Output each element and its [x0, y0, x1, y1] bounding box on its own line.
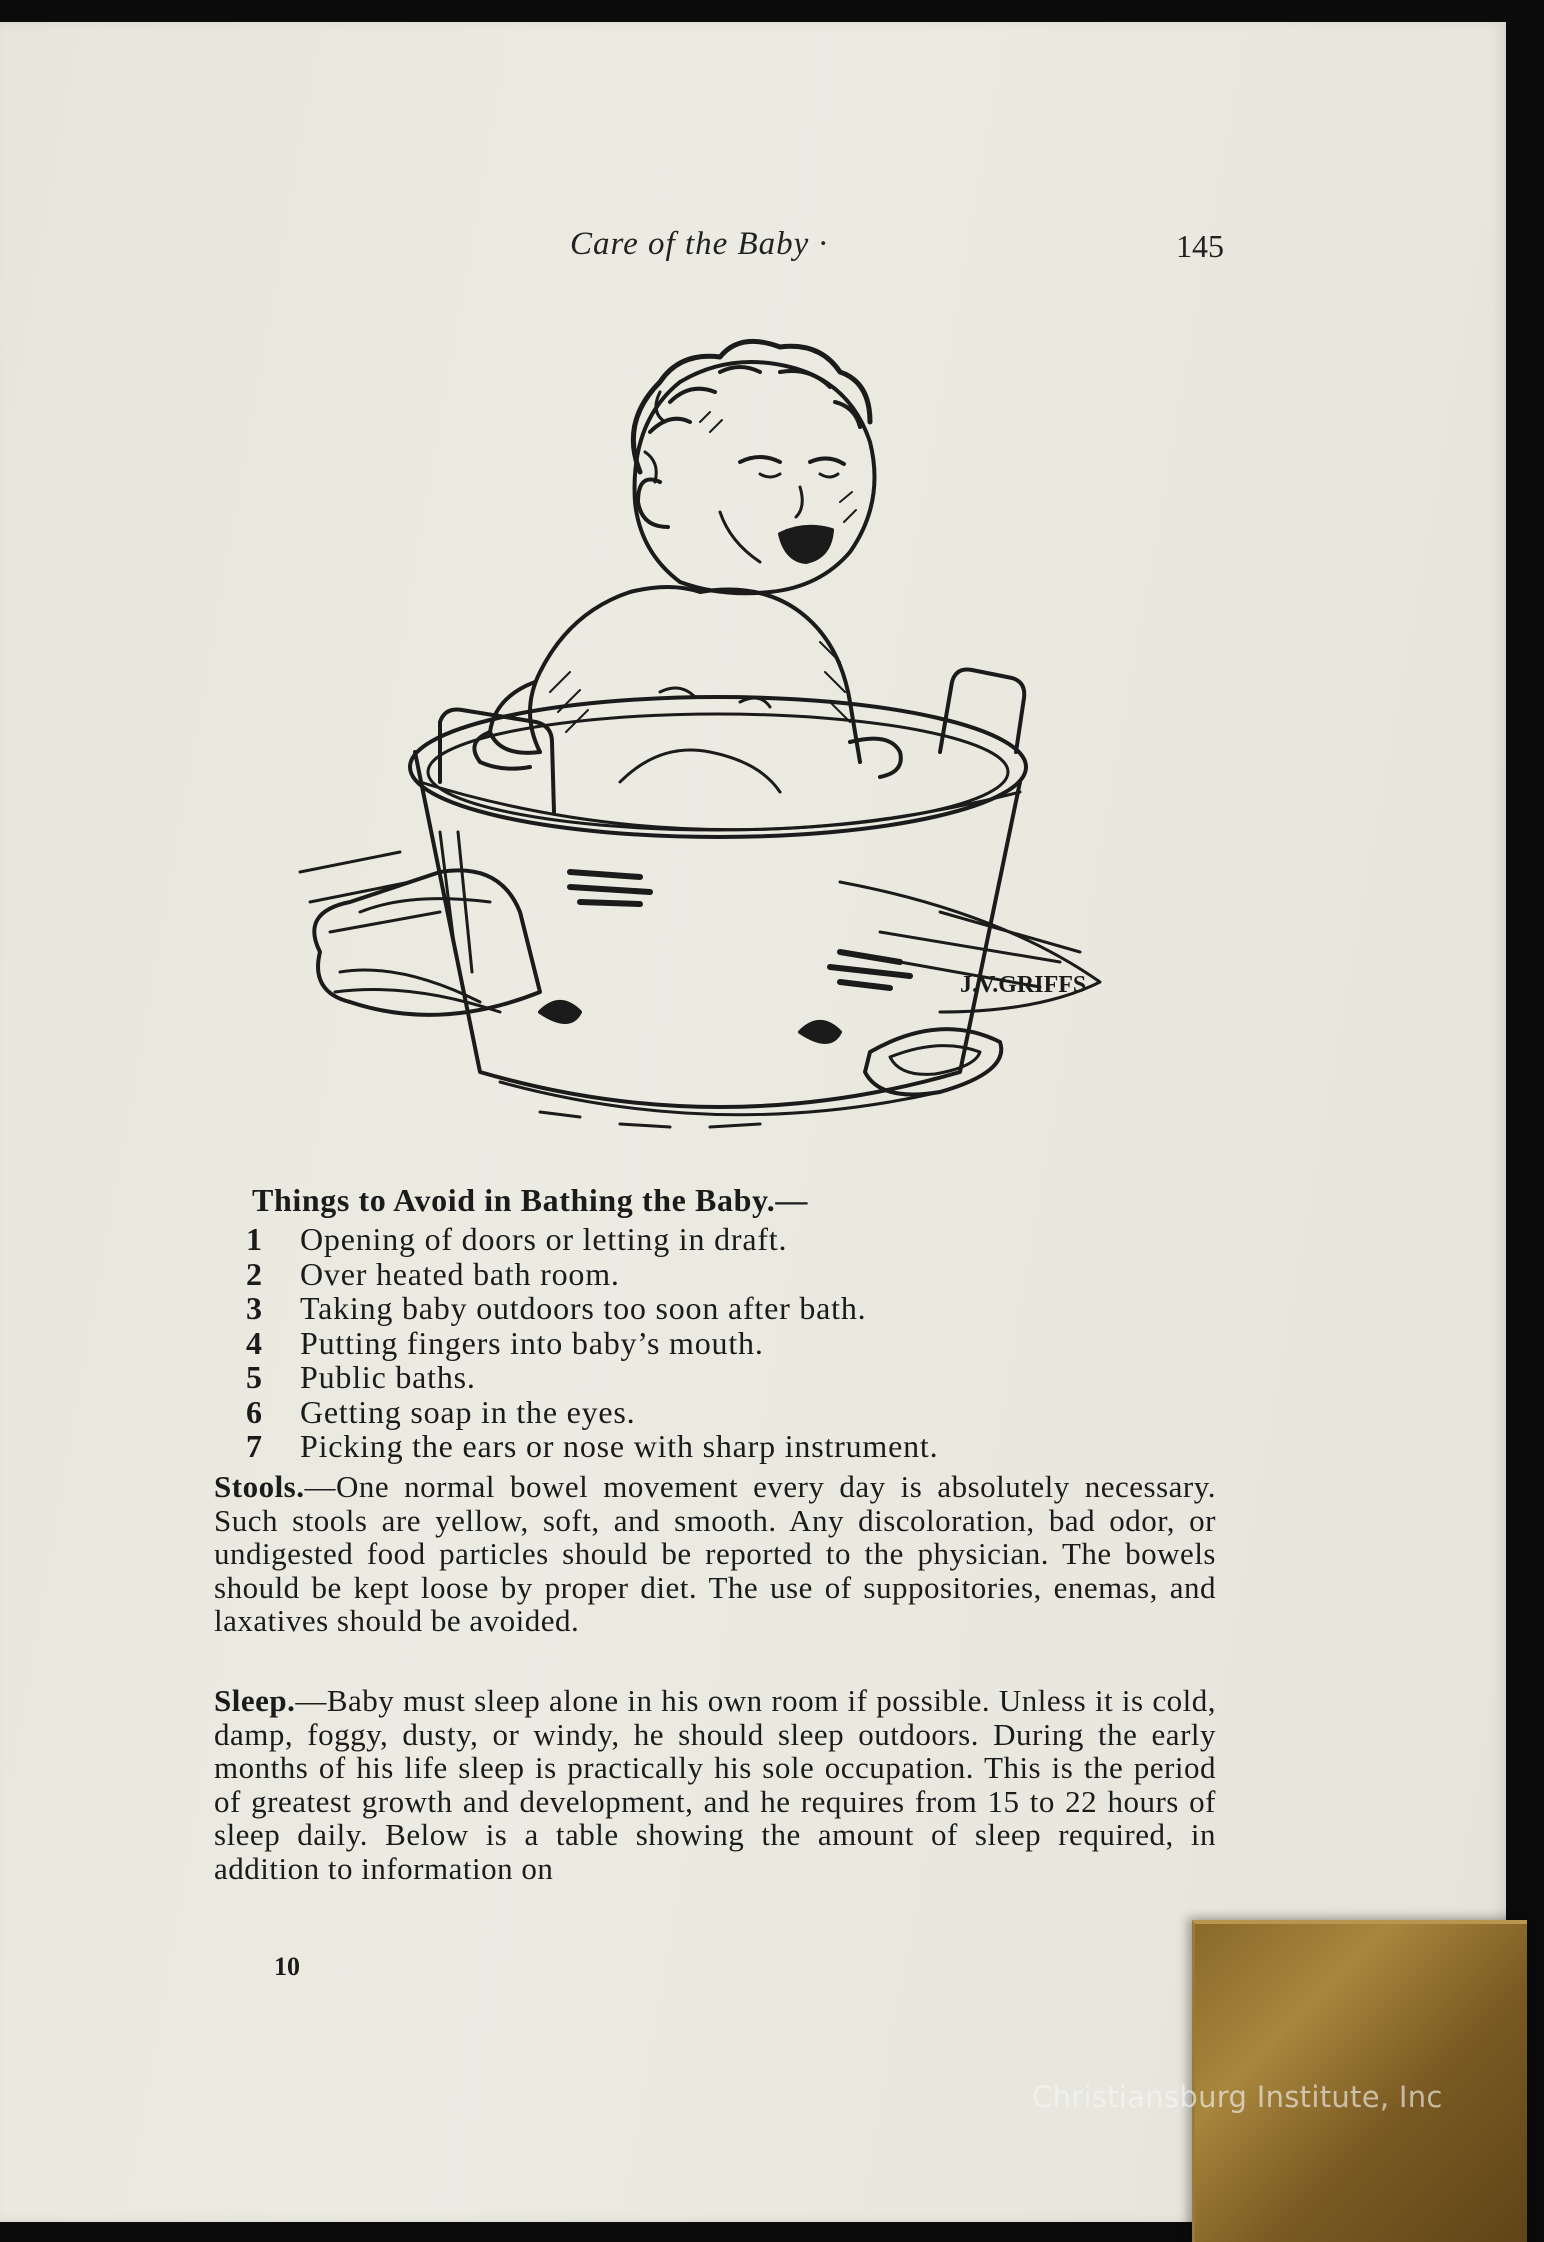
list-item-text: Public baths.	[300, 1359, 476, 1395]
list-item-text: Over heated bath room.	[300, 1255, 620, 1292]
stools-paragraph	[214, 1470, 1216, 1638]
sleep-lead: Sleep.	[214, 1683, 296, 1718]
list-item-number: 3	[246, 1290, 263, 1326]
book-page	[0, 22, 1506, 2222]
section-heading: Things to Avoid in Bathing the Baby.—	[252, 1182, 808, 1218]
list-item-number: 4	[246, 1324, 263, 1361]
list-item-text: Picking the ears or nose with sharp instrument.	[300, 1428, 939, 1464]
sleep-paragraph	[214, 1684, 1216, 1886]
list-item-text: Opening of doors or letting in draft.	[300, 1221, 788, 1257]
list-item-text: Taking baby outdoors too soon after bath.	[300, 1290, 867, 1326]
list-item	[246, 1291, 938, 1326]
list-item-text: Getting soap in the eyes.	[300, 1393, 636, 1430]
page-number: 145	[1176, 228, 1224, 264]
sleep-text: —Baby must sleep alone in his own room if possible. Unless it is cold, damp, foggy, dusty, or windy, he should sleep outdoors. During the early months of his life sleep is practically his sole occupation. This is the period of greatest growth and development, and he requires from 15 to 22 hours of sleep daily. Below is a table showing the amount of sleep required, in addition to information on	[214, 1683, 1216, 1886]
stools-lead: Stools.	[214, 1469, 305, 1504]
signature-mark: 10	[274, 1952, 300, 1981]
stools-text: —One normal bowel movement every day is absolutely necessary. Such stools are yellow, soft, and smooth. Any discoloration, bad odor, or undigested food particles should be reported to the physician. The bowels should be kept loose by proper diet. The use of suppositories, enemas, and laxatives should be avoided.	[214, 1469, 1216, 1639]
list-item-text: Putting fingers into baby’s mouth.	[300, 1324, 764, 1361]
watermark: Christiansburg Institute, Inc	[1032, 2080, 1443, 2114]
baby-in-washtub-illustration	[240, 312, 1220, 1172]
list-item	[246, 1222, 938, 1257]
list-item	[246, 1326, 938, 1361]
illustrator-signature: J.V.GRIFFS	[960, 972, 1087, 998]
list-item-number: 5	[246, 1359, 263, 1395]
list-item	[246, 1395, 938, 1430]
list-item-number: 2	[246, 1255, 263, 1292]
list-item	[246, 1360, 938, 1395]
avoid-list	[246, 1222, 938, 1464]
running-head-title: Care of the Baby ·	[570, 226, 828, 262]
list-item-number: 7	[246, 1428, 263, 1464]
list-item-number: 6	[246, 1393, 263, 1430]
list-item-number: 1	[246, 1221, 263, 1257]
list-item	[246, 1257, 938, 1292]
list-item	[246, 1429, 938, 1464]
